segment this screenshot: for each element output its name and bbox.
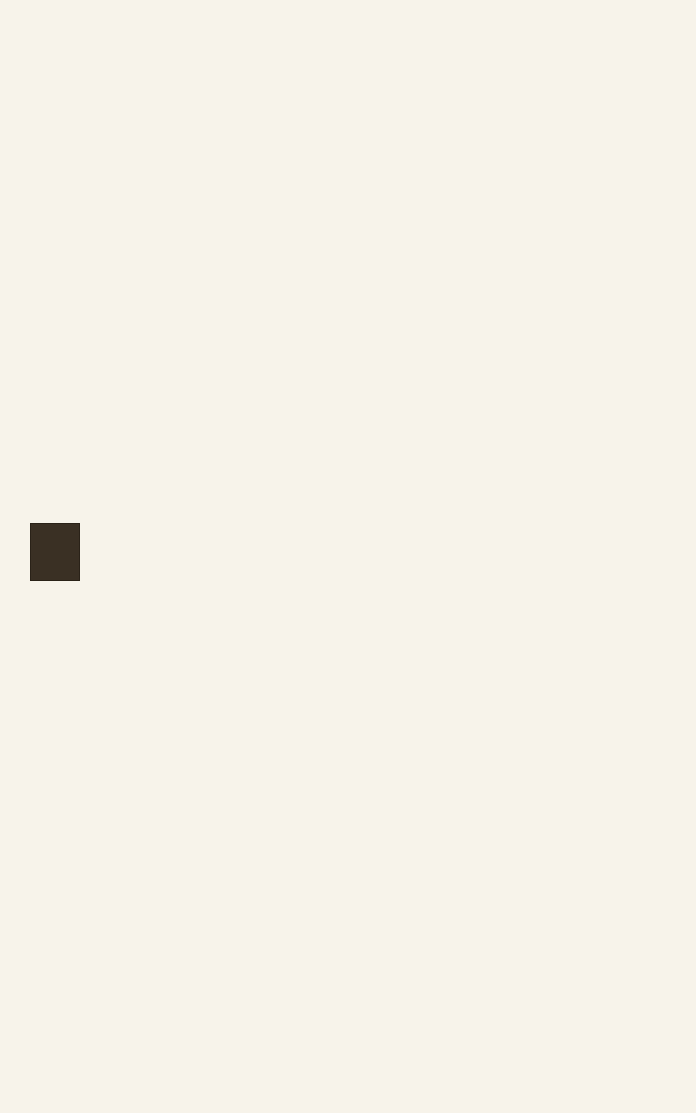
running-header — [30, 58, 590, 82]
ornamental-band — [30, 292, 590, 322]
decorated-initial — [30, 523, 80, 581]
